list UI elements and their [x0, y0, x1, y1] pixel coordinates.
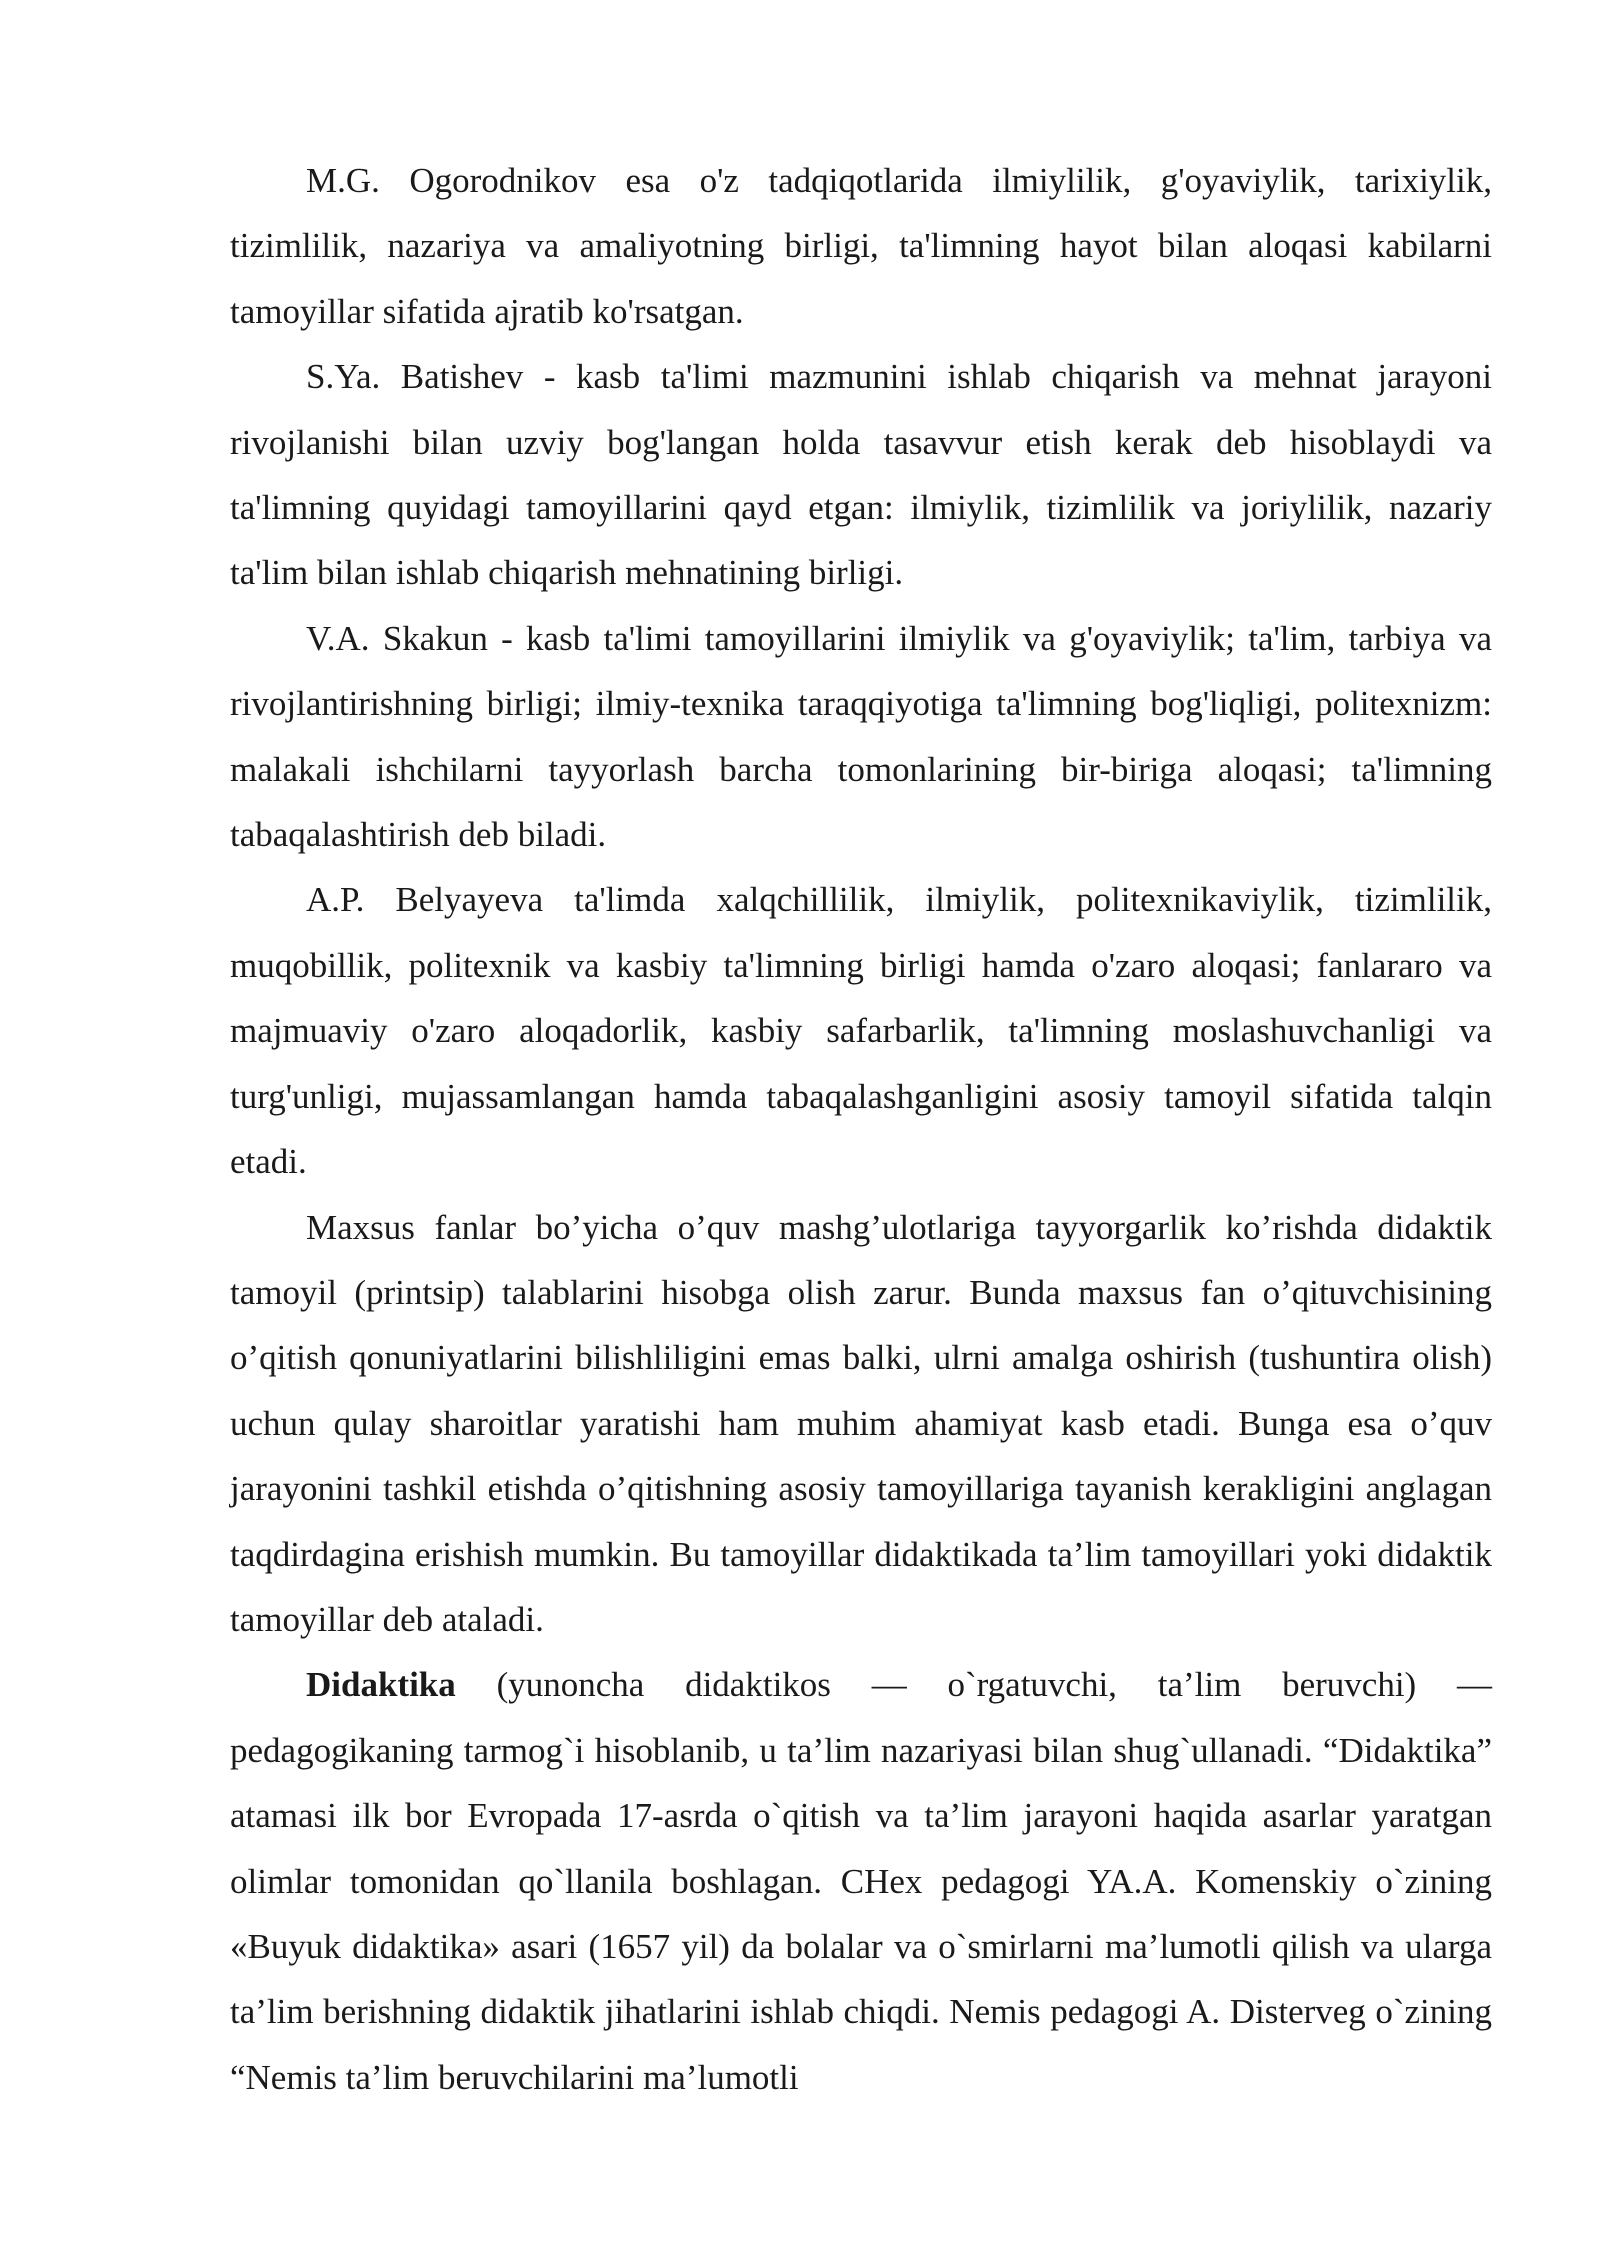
paragraph-text: A.P. Belyayeva ta'limda xalqchillilik, ilmiylik, politexnikaviylik, tizimlilik, muqobillik, politexnik va kasbiy ta'limning birligi hamda o'zaro aloqasi; fanlararo va majmuaviy o'zaro aloqadorlik, kasbiy safarbarlik, ta'limning moslashuvchanligi va turg'unligi, mujassamlangan hamda tabaqalashganligini asosiy tamoyil sifatida talqin etadi.	[230, 880, 1492, 1182]
paragraph-text: V.A. Skakun - kasb ta'limi tamoyillarini ilmiylik va g'oyaviylik; ta'lim, tarbiya va rivojlantirishning birligi; ilmiy-texnika taraqqiyotiga ta'limning bog'liqligi, politexnizm: malakali ishchilarni tayyorlash barcha tomonlarining bir-biriga aloqasi; ta'limning tabaqalashtirish deb biladi.	[230, 618, 1492, 855]
paragraph-text: M.G. Ogorodnikov esa o'z tadqiqotlarida ilmiylilik, g'oyaviylik, tarixiylik, tizimlilik, nazariya va amaliyotning birligi, ta'limning hayot bilan aloqasi kabilarni tamoyillar sifatida ajratib ko'rsatgan.	[230, 161, 1492, 331]
paragraph-text: (yunoncha didaktikos — o`rgatuvchi, ta’lim beruvchi) — pedagogikaning tarmog`i hisoblanib, u ta’lim nazariyasi bilan shug`ullanadi. “Didaktika” atamasi ilk bor Evropada 17-asrda o`qitish va ta’lim jarayoni haqida asarlar yaratgan olimlar tomonidan qo`llanila boshlagan. CHex pedagogi YA.A. Komenskiy o`zining «Buyuk didaktika» asari (1657 yil) da bolalar va o`smirlarni ma’lumotli qilish va ularga ta’lim berishning didaktik jihatlarini ishlab chiqdi. Nemis pedagogi A. Disterveg o`zining “Nemis ta’lim beruvchilarini ma’lumotli	[230, 1665, 1492, 2097]
paragraph-didaktika	[230, 1652, 1492, 2110]
term-didaktika: Didaktika	[306, 1665, 456, 1705]
paragraph-maxsus-fanlar	[230, 1195, 1492, 1653]
paragraph-belyayeva	[230, 867, 1492, 1194]
document-page	[230, 148, 1492, 2110]
paragraph-text: S.Ya. Batishev - kasb ta'limi mazmunini ishlab chiqarish va mehnat jarayoni rivojlanishi bilan uzviy bog'langan holda tasavvur etish kerak deb hisoblaydi va ta'limning quyidagi tamoyillarini qayd etgan: ilmiylik, tizimlilik va joriylilik, nazariy ta'lim bilan ishlab chiqarish mehnatining birligi.	[230, 357, 1492, 593]
paragraph-batishev	[230, 344, 1492, 606]
paragraph-ogorodnikov	[230, 148, 1492, 344]
paragraph-text: Maxsus fanlar bo’yicha o’quv mashg’ulotlariga tayyorgarlik ko’rishda didaktik tamoyil (printsip) talablarini hisobga olish zarur. Bunda maxsus fan o’qituvchisining o’qitish qonuniyatlarini bilishliligini emas balki, ulrni amalga oshirish (tushuntira olish) uchun qulay sharoitlar yaratishi ham muhim ahamiyat kasb etadi. Bunga esa o’quv jarayonini tashkil etishda o’qitishning asosiy tamoyillariga tayanish kerakligini anglagan taqdirdagina erishish mumkin. Bu tamoyillar didaktikada ta’lim tamoyillari yoki didaktik tamoyillar deb ataladi.	[230, 1207, 1492, 1639]
paragraph-skakun	[230, 606, 1492, 868]
